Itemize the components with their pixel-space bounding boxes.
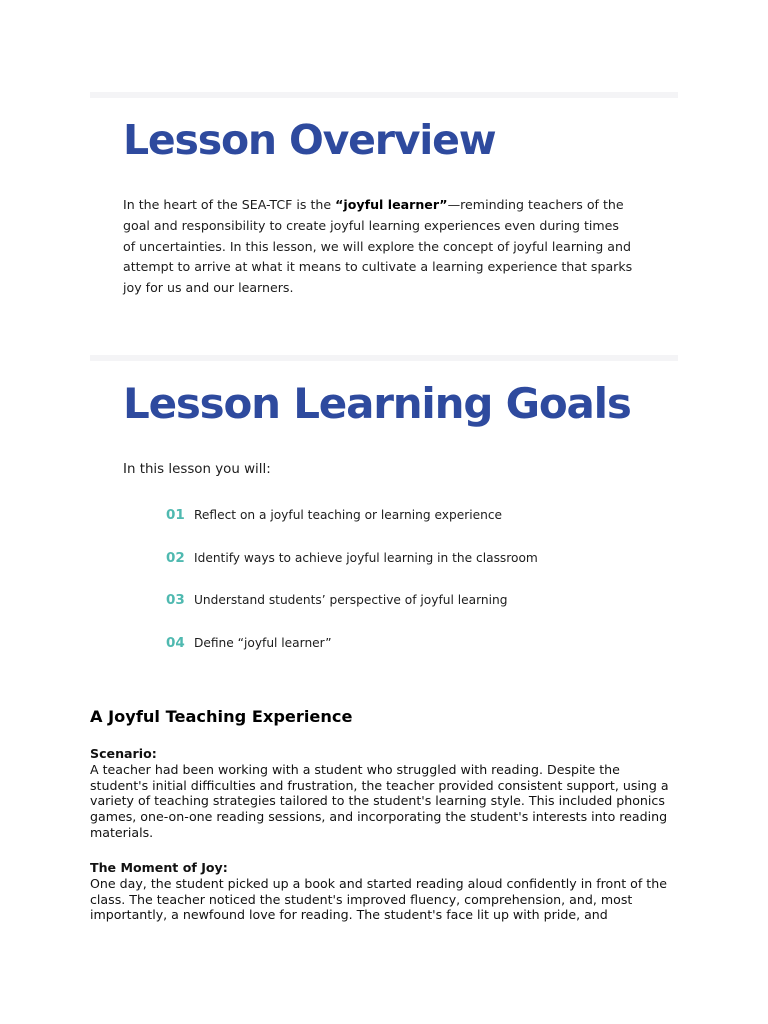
lesson-overview-paragraph	[123, 195, 633, 299]
overview-text-start: In the heart of the SEA-TCF is the	[123, 197, 336, 212]
lesson-overview-title: Lesson Overview	[123, 116, 496, 164]
moment-of-joy-text: One day, the student picked up a book and started reading aloud confidently in front of the class. The teacher noticed the student's improved fluency, comprehension, and, most importantly, a newfound love for reading. The student's face lit up with pride, and	[90, 875, 667, 923]
goal-text: Identify ways to achieve joyful learning in the classroom	[194, 550, 538, 565]
moment-of-joy-label: The Moment of Joy:	[90, 860, 228, 875]
overview-text-end: —reminding teachers of the goal and responsibility to create joyful learning experiences even during times of uncertainties. In this lesson, we will explore the concept of joyful learning and attempt to arrive at what it means to cultivate a learning experience that sparks joy for us and our learners.	[123, 197, 633, 296]
goal-item	[166, 635, 538, 678]
scenario-label: Scenario:	[90, 746, 157, 761]
scenario-text: A teacher had been working with a student who struggled with reading. Despite the student's initial difficulties and frustration, the teacher provided consistent support, using a variety of teaching strategies tailored to the student's learning style. This included phonics games, one-on-one reading sessions, and incorporating the student's interests into reading materials.	[90, 761, 669, 840]
goal-item	[166, 507, 538, 550]
lesson-overview-slide	[90, 92, 678, 322]
learning-goals-slide	[90, 355, 678, 675]
goal-number: 03	[166, 592, 185, 608]
moment-of-joy-block	[90, 860, 680, 923]
goal-number: 01	[166, 507, 185, 523]
goal-item	[166, 550, 538, 593]
learning-goals-list	[166, 507, 538, 677]
goal-text: Understand students’ perspective of joyful learning	[194, 593, 508, 607]
goal-number: 02	[166, 549, 185, 566]
learning-goals-title: Lesson Learning Goals	[123, 379, 631, 428]
scenario-block	[90, 746, 680, 841]
goal-number: 04	[166, 634, 185, 651]
section-heading: A Joyful Teaching Experience	[90, 707, 353, 726]
goal-text: Reflect on a joyful teaching or learning experience	[194, 508, 503, 522]
overview-bold-phrase: “joyful learner”	[335, 197, 448, 212]
learning-goals-intro: In this lesson you will:	[123, 462, 271, 477]
goal-text: Define “joyful learner”	[194, 635, 332, 650]
goal-item	[166, 592, 538, 635]
